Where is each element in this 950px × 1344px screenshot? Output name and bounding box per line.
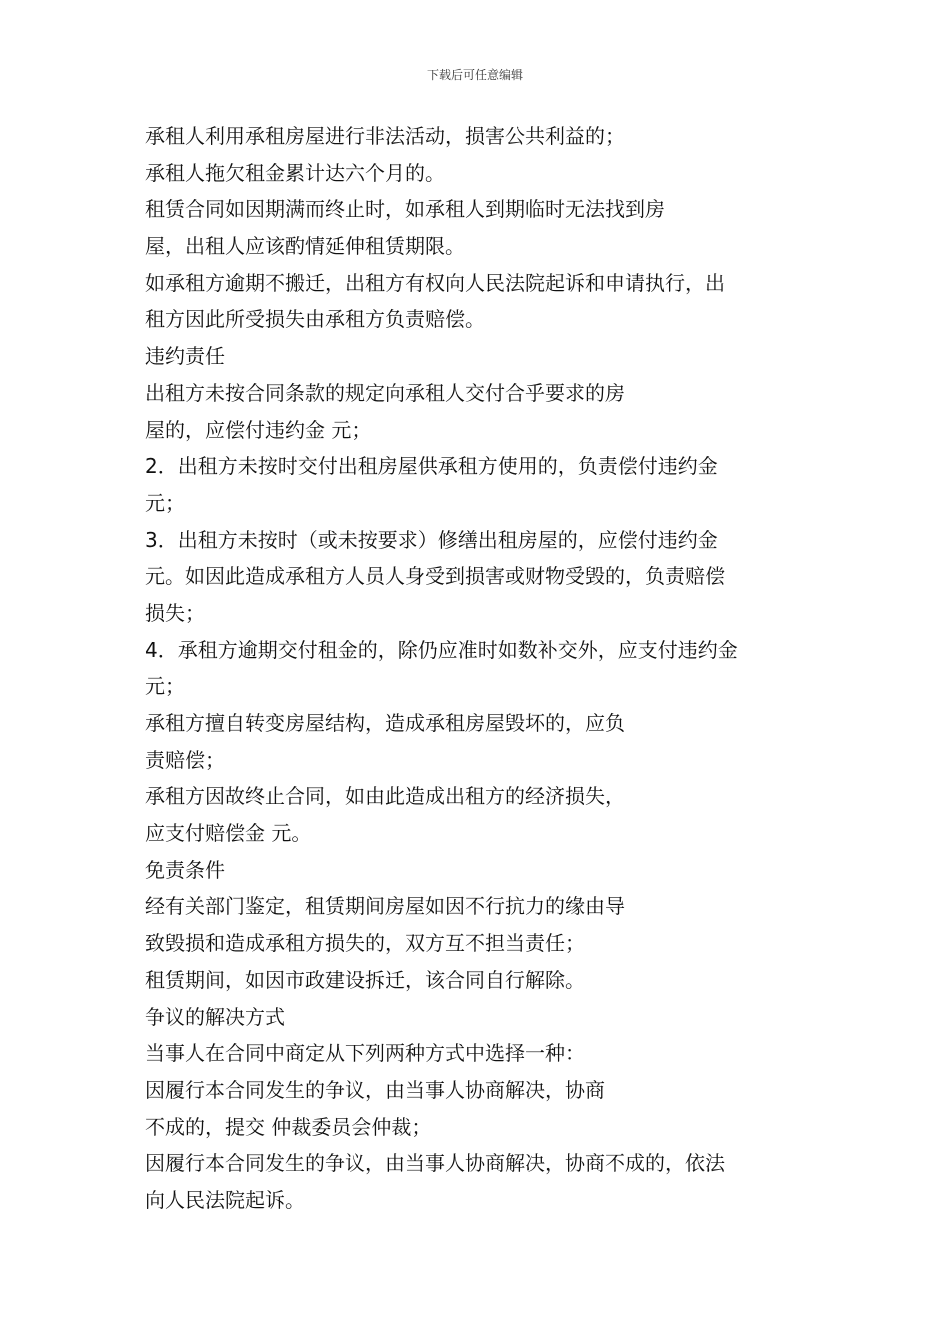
text-line: 承租方擅自转变房屋结构，造成承租房屋毁坏的，应负 <box>145 711 625 735</box>
text-line: 经有关部门鉴定，租赁期间房屋如因不行抗力的缘由导 <box>145 894 625 919</box>
section-heading: 违约责任 <box>145 344 225 369</box>
text-line: 承租人利用承租房屋进行非法活动，损害公共利益的； <box>145 124 625 148</box>
text-line: 租赁期间，如因市政建设拆迁，该合同自行解除。 <box>145 967 585 992</box>
text-line: 因履行本合同发生的争议，由当事人协商解决，协商不成的，依法 <box>145 1151 725 1176</box>
text-line: 向人民法院起诉。 <box>145 1187 305 1212</box>
text-line: 不成的，提交 仲裁委员会仲裁； <box>145 1114 432 1139</box>
header-note: 下载后可任意编辑 <box>426 68 523 82</box>
text-line: 元； <box>145 674 185 699</box>
text-line: 承租人拖欠租金累计达六个月的。 <box>145 160 445 185</box>
text-line: 出租方未按合同条款的规定向承租人交付合乎要求的房 <box>145 380 625 405</box>
section-heading: 争议的解决方式 <box>145 1004 285 1029</box>
text-line: 承租方因故终止合同，如由此造成出租方的经济损失， <box>145 784 625 809</box>
document-body <box>145 118 810 1219</box>
text-line: 4．承租方逾期交付租金的，除仍应准时如数补交外，应支付违约金 <box>145 637 738 662</box>
text-line: 当事人在合同中商定从下列两种方式中选择一种： <box>145 1041 585 1066</box>
section-heading: 免责条件 <box>145 857 225 882</box>
text-line: 租赁合同如因期满而终止时，如承租人到期临时无法找到房 <box>145 197 665 222</box>
text-line: 屋，出租人应该酌情延伸租赁期限。 <box>145 234 465 259</box>
text-line: 屋的，应偿付违约金 元； <box>145 417 372 442</box>
text-line: 3．出租方未按时（或未按要求）修缮出租房屋的，应偿付违约金 <box>145 527 718 552</box>
text-line: 元； <box>145 490 185 515</box>
text-line: 2．出租方未按时交付出租房屋供承租方使用的，负责偿付违约金 <box>145 454 718 479</box>
text-line: 致毁损和造成承租方损失的，双方互不担当责任； <box>145 931 585 956</box>
text-line: 责赔偿； <box>145 747 225 772</box>
text-line: 因履行本合同发生的争议，由当事人协商解决，协商 <box>145 1077 605 1102</box>
text-line: 租方因此所受损失由承租方负责赔偿。 <box>145 307 485 332</box>
text-line: 损失； <box>145 600 205 625</box>
text-line: 应支付赔偿金 元。 <box>145 821 312 846</box>
text-line: 元。如因此造成承租方人员人身受到损害或财物受毁的，负责赔偿 <box>145 564 725 589</box>
text-line: 如承租方逾期不搬迁，出租方有权向人民法院起诉和申请执行，出 <box>145 270 725 295</box>
